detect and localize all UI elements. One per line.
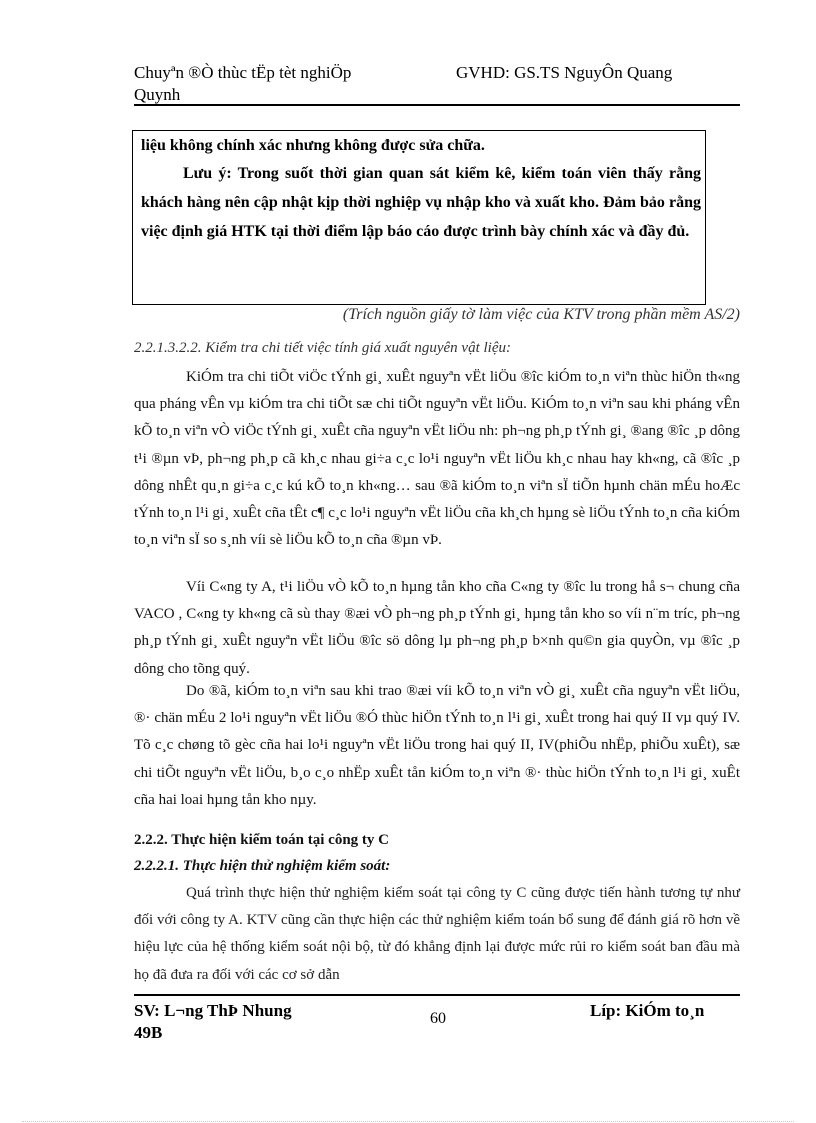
header-title-line2: Quynh (134, 85, 181, 104)
header-left (134, 62, 424, 106)
body-paragraph: Do ®ã, kiÓm to¸n viªn sau khi trao ®æi víi kÕ to¸n viªn vÒ gi¸ xuÊt cña nguyªn vËt liÖu, ®· chän mÉu 2 lo¹i nguyªn vËt liÖu ®Ó thùc hiÖn tÝnh to¸n l¹i gi¸ xuÊt trong hai quý II vµ quý IV. Tõ c¸c chøng tõ gèc cña hai lo¹i nguyªn vËt liÖu trong hai quý II, IV(phiÕu nhËp, phiÕu xuÊt), sæ chi tiÕt nguyªn vËt liÖu, b¸o c¸o nhËp xuÊt tån kiÓm to¸n viªn ®· thùc hiÖn tÝnh to¸n l¹i gi¸ xuÊt cña hai loai hµng tån kho nµy. (134, 683, 740, 808)
footer-rule (134, 994, 740, 996)
excerpt-box (132, 130, 706, 305)
body-paragraph-last: Quá trình thực hiện thử nghiệm kiểm soát tại công ty C cũng được tiến hành tương tự như đối với công ty A. KTV cũng cần thực hiện các thử nghiệm kiểm toán bổ sung để đánh giá rõ hơn về hiệu lực của hệ thống kiểm soát nội bộ, từ đó khẳng định lại được mức rủi ro kiểm soát ban đầu mà họ đã đưa ra đối với các cơ sở dẫn (134, 885, 740, 983)
body-paragraph: Víi C«ng ty A, t¹i liÖu vÒ kÕ to¸n hµng tån kho cña C«ng ty ®îc lu trong hå s¬ chung cña VACO , C«ng ty kh«ng cã sù thay ®æi vÒ ph¬ng ph¸p tÝnh gi¸ hµng tån kho so víi n¨m tríc, ph¬ng ph¸p tÝnh gi¸ xuÊt nguyªn vËt liÖu ®îc sö dông lµ ph¬ng ph¸p b×nh qu©n gia quyÒn, vµ ®îc ¸p dông cho tõng quý. (134, 579, 740, 677)
header-title-line1: Chuyªn ®Ò thùc tËp tèt nghiÖp (134, 63, 352, 82)
excerpt-note: Lưu ý: Trong suốt thời gian quan sát kiểm kê, kiểm toán viên thấy rằng khách hàng nên cập nhật kịp thời nghiệp vụ nhập kho và xuất kho. Đảm bảo rằng việc định giá HTK tại thời điểm lập báo cáo được trình bày chính xác và đầy đủ. (141, 165, 701, 240)
body-paragraph: KiÓm tra chi tiÕt viÖc tÝnh gi¸ xuÊt nguyªn vËt liÖu ®îc kiÓm to¸n viªn thùc hiÖn th«ng qua pháng vÊn vµ kiÓm tra chi tiÕt sæ chi tiÕt nguyªn vËt liÖu. KiÓm to¸n viªn sau khi pháng vÊn kÕ to¸n viªn vÒ viÖc tÝnh gi¸ xuÊt cña nguyªn vËt liÖu nh: ph¬ng ph¸p tÝnh gi¸ ®ang ®îc ¸p dông t¹i ®µn vÞ, ph¬ng ph¸p cã kh¸c nhau gi÷a c¸c lo¹i nguyªn vËt liÖu kh¸c nhau hay kh«ng, cã ®îc ¸p dông nhÊt qu¸n gi÷a c¸c kú kÕ to¸n kh«ng… sau ®ã kiÓm to¸n viªn sÏ tiÕn hµnh chän mÉu hoÆc tÝnh to¸n l¹i gi¸ xuÊt cña tÊt c¶ c¸c lo¹i nguyªn vËt liÖu cña kh¸ch hµng sè liÖu tÝnh to¸n cña kiÓm to¸n viªn sÏ so s¸nh víi sè liÖu kÕ to¸n cña ®µn vÞ. (134, 369, 740, 549)
section-heading-2-2-2-1: 2.2.2.1. Thực hiện thử nghiệm kiểm soát: (134, 858, 391, 874)
header-rule (134, 104, 740, 106)
source-note: (Trích nguồn giấy tờ làm việc của KTV trong phần mềm AS/2) (342, 306, 740, 323)
footer-student (134, 1000, 292, 1044)
footer-student-name: SV: L¬ng ThÞ Nhung (134, 1001, 292, 1020)
section-heading-2-2-1-3-2-2: 2.2.1.3.2.2. Kiểm tra chi tiết việc tính giá xuất nguyên vật liệu: (134, 340, 511, 356)
header-supervisor: GVHD: GS.TS NguyÔn Quang (456, 63, 673, 82)
page-number: 60 (430, 1010, 446, 1027)
excerpt-line: liệu không chính xác nhưng không được sửa chữa. (141, 137, 485, 154)
section-heading-2-2-2: 2.2.2. Thực hiện kiểm toán tại công ty C (134, 832, 389, 848)
page-bottom-dotted-line (22, 1121, 794, 1122)
footer-class: Líp: KiÓm to¸n (590, 1001, 705, 1020)
footer-student-class: 49B (134, 1023, 163, 1042)
